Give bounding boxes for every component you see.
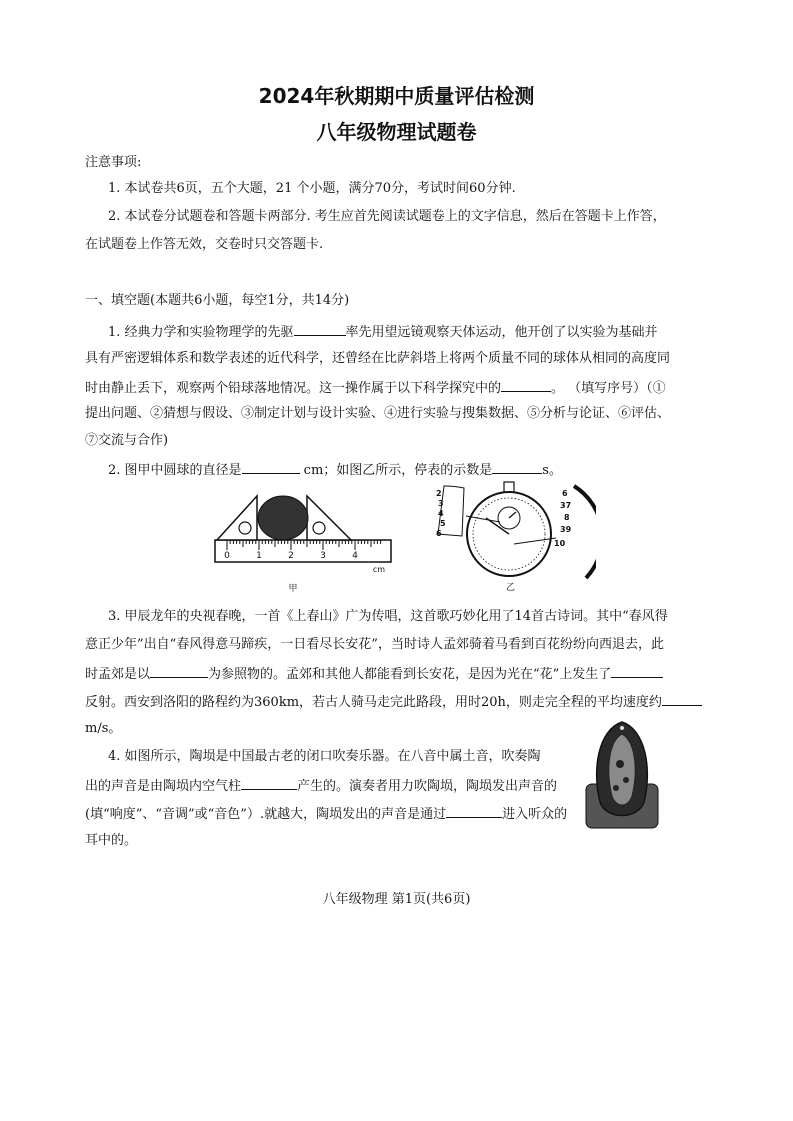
stopwatch-crown xyxy=(504,482,514,492)
left-scale-label: 3 xyxy=(438,499,444,508)
left-scale-label: 4 xyxy=(438,509,444,518)
xun-figure xyxy=(584,720,660,830)
q4-line-d: 耳中的。 xyxy=(85,833,138,848)
q4-line-c: (填“响度”、“音调”或“音色”）.就越大，陶埙发出的声音是通过 进入听众的 xyxy=(85,804,567,824)
right-scale-label: 10 xyxy=(554,539,566,548)
answer-blank[interactable] xyxy=(150,664,208,678)
left-triangle xyxy=(217,496,257,540)
q3-line-a: 3. 甲辰龙年的央视春晚，一首《上春山》广为传唱，这首歌巧妙化用了14首古诗词。其中“春风得 xyxy=(108,609,668,624)
answer-blank[interactable] xyxy=(611,664,663,678)
ruler-tick-label: 0 xyxy=(224,551,230,561)
q1-line-e: ⑦交流与合作) xyxy=(85,433,169,448)
q1-line-a: 1. 经典力学和实验物理学的先驱 率先用望远镜观察天体运动，他开创了以实验为基础并 xyxy=(108,322,658,342)
ruler-tick-label: 1 xyxy=(256,551,262,561)
exam-title: 2024年秋期期中质量评估检测 xyxy=(258,84,535,108)
figure-caption: 乙 xyxy=(506,583,516,593)
answer-blank[interactable] xyxy=(662,692,702,706)
ruler-tick-label: 3 xyxy=(320,551,326,561)
figure-yi-stopwatch xyxy=(426,478,596,598)
answer-blank[interactable] xyxy=(241,776,297,790)
notice-item-2b: 在试题卷上作答无效，交卷时只交答题卡. xyxy=(85,237,324,252)
left-scale-label: 6 xyxy=(436,529,442,538)
q1-line-b: 具有严密逻辑体系和数学表述的近代科学，还曾经在比萨斜塔上将两个质量不同的球体从相同的高度同 xyxy=(85,351,671,366)
q3-line-c: 时孟郊是以 为参照物的。孟郊和其他人都能看到长安花，是因为光在“花”上发生了 xyxy=(85,664,663,684)
q4-line-a: 4. 如图所示，陶埙是中国最古老的闭口吹奏乐器。在八音中属土音，吹奏陶 xyxy=(108,749,541,764)
answer-blank[interactable] xyxy=(501,378,551,392)
answer-blank[interactable] xyxy=(492,460,542,474)
q2-line: 2. 图甲中圆球的直径是 cm；如图乙所示，停表的示数是 s。 xyxy=(108,460,562,480)
notice-item-1: 1. 本试卷共6页，五个大题，21 个小题，满分70分，考试时间60分钟. xyxy=(108,181,516,196)
page-footer: 八年级物理 第1页(共6页) xyxy=(322,892,471,907)
q3-line-d: 反射。西安到洛阳的路程约为360km，若古人骑马走完此路段，用时20h，则走完全程的平均速度约 xyxy=(85,692,702,712)
ruler-tick-label: 2 xyxy=(288,551,294,561)
ruler-unit: cm xyxy=(372,565,386,574)
right-triangle xyxy=(307,496,351,540)
left-scale-label: 2 xyxy=(436,489,442,498)
notice-item-2a: 2. 本试卷分试题卷和答题卡两部分. 考生应首先阅读试题卷上的文字信息，然后在答题卡上作答， xyxy=(108,209,666,224)
answer-blank[interactable] xyxy=(242,460,300,474)
q4-line-b: 出的声音是由陶埙内空气柱 产生的。演奏者用力吹陶埙，陶埙发出声音的 xyxy=(85,776,557,796)
exam-subtitle: 八年级物理试题卷 xyxy=(316,120,477,144)
ball xyxy=(258,496,308,540)
answer-blank[interactable] xyxy=(446,804,502,818)
right-scale-label: 39 xyxy=(560,525,572,534)
q3-line-b: 意正少年”出自“春风得意马蹄疾，一日看尽长安花”，当时诗人孟郊骑着马看到百花纷纷向西退去，此 xyxy=(85,637,664,652)
ruler-tick-label: 4 xyxy=(352,551,358,561)
figure-jia-ruler xyxy=(205,488,395,598)
right-scale-label: 37 xyxy=(560,501,572,510)
figure-caption: 甲 xyxy=(288,584,298,594)
left-scale-label: 5 xyxy=(440,519,446,528)
right-scale-label: 6 xyxy=(562,489,568,498)
notice-heading: 注意事项: xyxy=(85,155,142,170)
answer-blank[interactable] xyxy=(294,322,346,336)
section-heading: 一、填空题(本题共6小题，每空1分，共14分) xyxy=(85,293,350,308)
right-scale-label: 8 xyxy=(564,513,570,522)
q3-line-e: m/s。 xyxy=(85,721,122,736)
q1-line-c: 时由静止丢下，观察两个铅球落地情况。这一操作属于以下科学探究中的 。 （填写序号）（① xyxy=(85,378,666,398)
q1-line-d: 提出问题、②猜想与假设、③制定计划与设计实验、④进行实验与搜集数据、⑤分析与论证、⑥评估、 xyxy=(85,406,671,421)
